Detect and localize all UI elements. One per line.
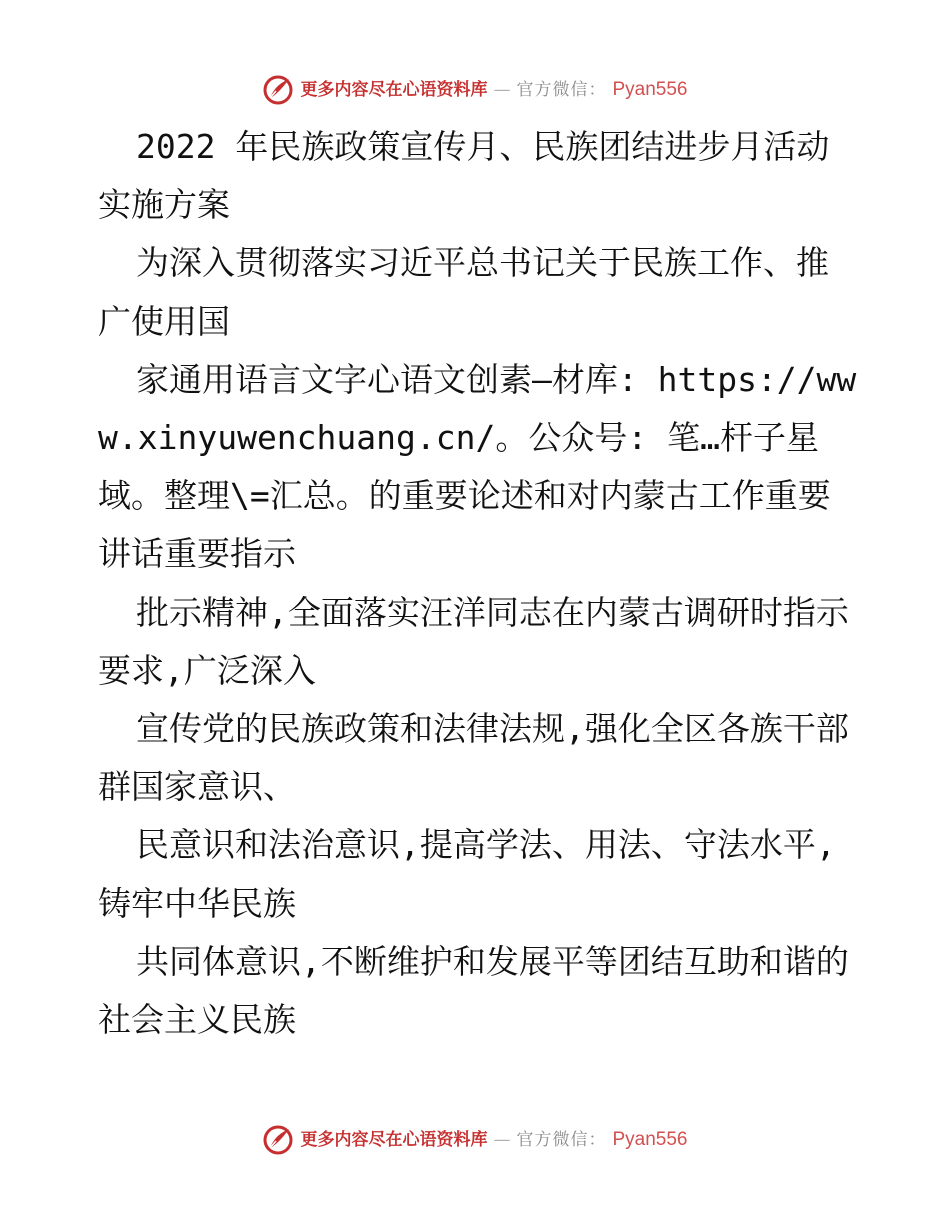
banner-lead-text: 更多内容尽在心语资料库 [300,1130,488,1150]
banner-lead-text: 更多内容尽在心语资料库 [300,80,488,100]
document-paragraph: 民意识和法治意识,提高学法、用法、守法水平,铸牢中华民族 [98,825,836,923]
header-banner[interactable] [0,72,950,108]
feather-pen-circle-icon [262,74,294,106]
banner-separator: — [493,1130,511,1150]
banner-wechat-label: 官方微信： [516,80,607,100]
banner-separator: — [493,80,511,100]
document-paragraph: 家通用语言文字心语文创素—材库: https://www.xinyuwenchuang.cn/。公众号: 笔…杆子星域。整理\=汇总。的重要论述和对内蒙古工作重要讲话重要指示 [98,359,857,574]
document-paragraph: 宣传党的民族政策和法律法规,强化全区各族干部群国家意识、 [98,709,849,807]
banner-wechat-account: Pyan556 [612,1129,688,1150]
document-paragraph: 为深入贯彻落实习近平总书记关于民族工作、推广使用国 [98,243,829,341]
document-paragraph: 共同体意识,不断维护和发展平等团结互助和谐的社会主义民族 [98,941,849,1040]
footer-banner[interactable] [0,1122,950,1158]
feather-pen-circle-icon [262,1124,294,1156]
document-title-paragraph: 2022 年民族政策宣传月、民族团结进步月活动实施方案 [98,127,830,225]
document-paragraph: 批示精神,全面落实汪洋同志在内蒙古调研时指示要求,广泛深入 [98,592,849,690]
banner-wechat-account: Pyan556 [612,79,688,100]
document-body [98,118,858,1049]
banner-wechat-label: 官方微信： [516,1130,607,1150]
